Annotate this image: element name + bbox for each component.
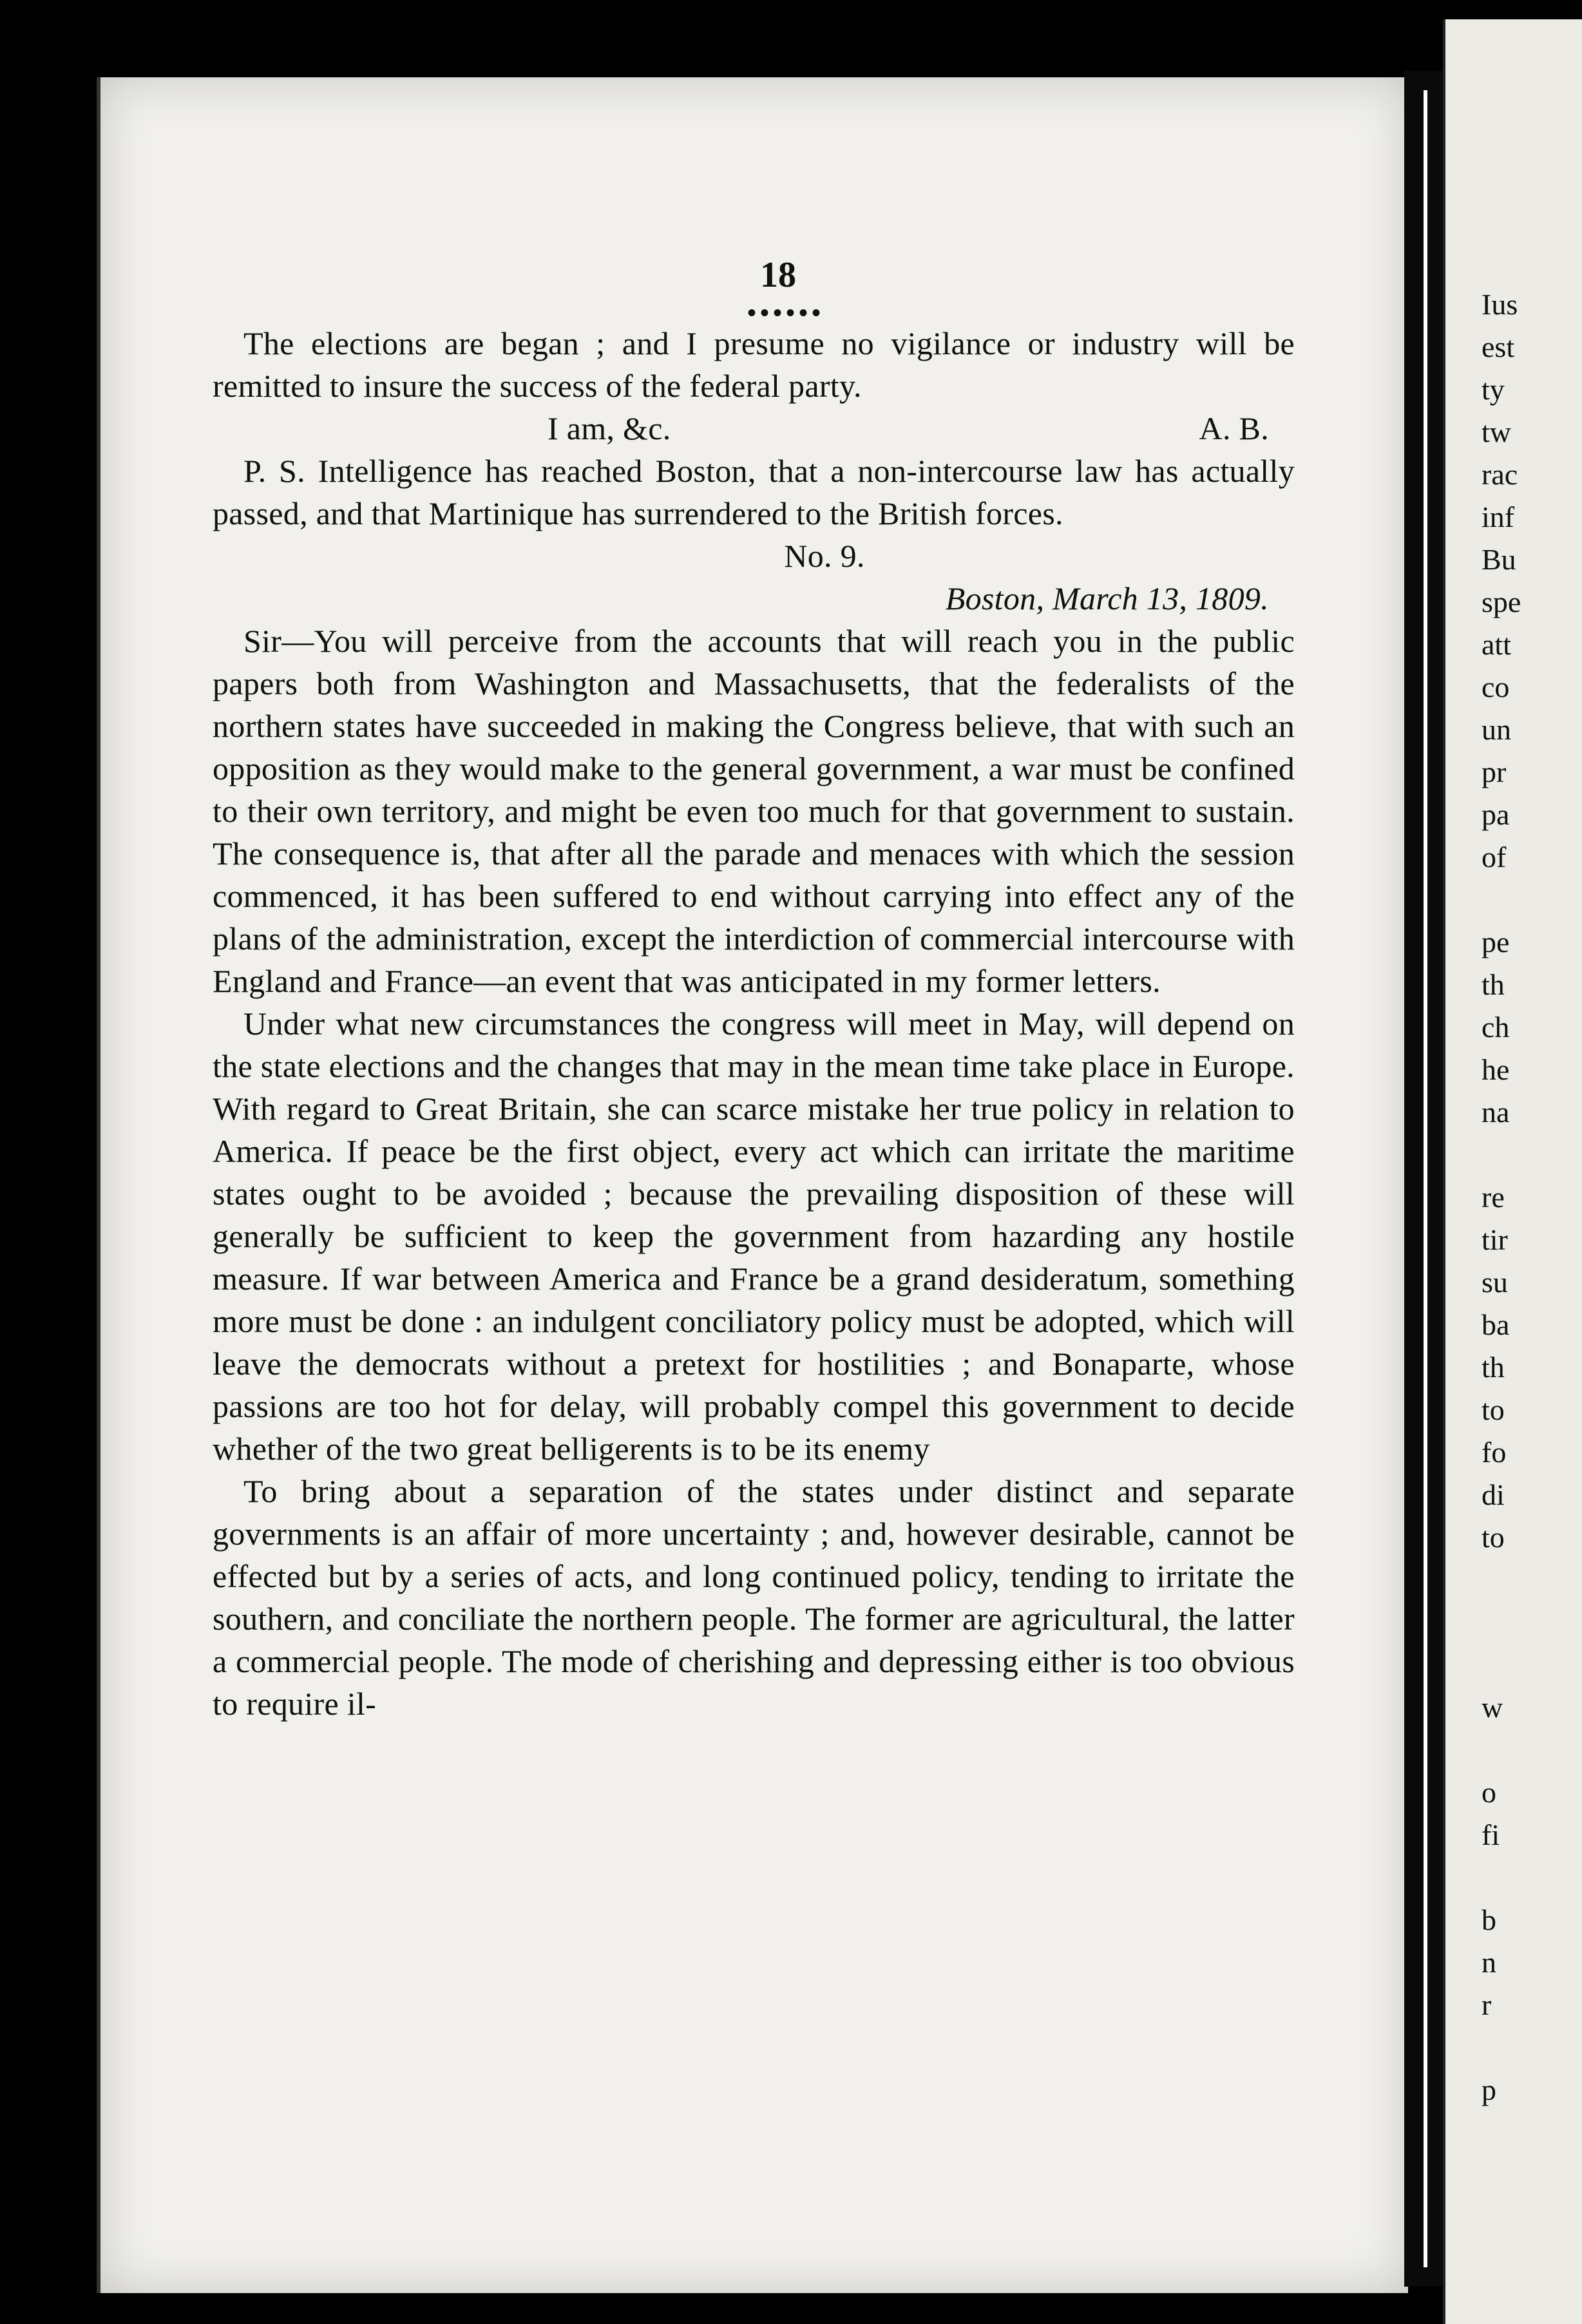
right-page-fragment [1482,1134,1578,1176]
right-page-fragment: co [1482,671,1510,703]
right-page-fragment: tw [1482,415,1511,448]
right-page-fragment: spe [1482,586,1521,618]
right-page-fragment [1482,1729,1578,1771]
right-page-fragment: th [1482,968,1505,1001]
right-page-fragment: to [1482,1393,1505,1426]
right-page-fragment [1482,879,1578,921]
right-page-fragments [1482,283,1578,2111]
page-edge [1424,90,1427,2267]
right-page-fragment [1482,1601,1578,1644]
section-separator: •••••• [747,298,825,327]
dateline: Boston, March 13, 1809. [945,580,1269,616]
right-page-fragment: p [1482,2073,1496,2106]
right-page-fragment: un [1482,713,1511,746]
paragraph-sir: Sir—You will perceive from the accounts that will reach you in the public papers both from Washington and Massachusetts, that the federalists of the northern states have succeeded in making the Congress believe, that with such an opposition as they would make to the general government, a war must be confined to their own territory, and might be even too much for that government to sustain. The consequence is, that after all the parade and menaces with which the session commenced, it has been suffered to end without carrying into effect any of the plans of the administration, except the interdiction of commercial intercourse with England and France—an event that was anticipated in my former letters. [213,623,1295,999]
paragraph-separation: To bring about a separation of the states under distinct and separate governments is an affair of more uncertainty ; and, however desirable, cannot be effected but by a series of acts, and long continued policy, tending to irritate the southern, and conciliate the northern people. The former are agricultural, the latter a commercial people. The mode of cherishing and depressing either is too obvious to require il- [213,1473,1295,1722]
right-page-fragment: re [1482,1181,1505,1214]
right-page-fragment: fi [1482,1818,1500,1851]
right-page-fragment: est [1482,330,1515,363]
page-text [213,322,1295,1725]
postscript: P. S. Intelligence has reached Boston, that a non-intercourse law has actually passed, and that Martinique has surrendered to the British forces. [213,453,1295,531]
right-page-fragment: Bu [1482,543,1516,576]
right-page-fragment: att [1482,628,1511,661]
right-page-fragment: ty [1482,373,1505,406]
right-page-fragment: r [1482,1988,1492,2021]
right-page-fragment: na [1482,1096,1510,1129]
right-page-fragment: fo [1482,1436,1507,1469]
right-page-fragment [1482,1856,1578,1899]
right-page-fragment: to [1482,1521,1505,1554]
right-page-fragment: pe [1482,926,1510,958]
paragraph-circumstances: Under what new circumstances the congress will meet in May, will depend on the state elections and the changes that may in the mean time take place in Europe. With regard to Great Britain, she can scarce mistake her true policy in relation to America. If peace be the first object, every act which can irritate the maritime states ought to be avoided ; because the prevailing disposition of these will generally be sufficient to keep the government from hazarding any hostile measure. If war between America and France be a grand desideratum, something more must be done : an indulgent conciliatory policy must be adopted, which will leave the democrats without a pretext for hostilities ; and Bonaparte, whose passions are too hot for delay, will probably compel this government to decide whether of the two great belligerents is to be its enemy [213,1005,1295,1467]
right-page-fragment: w [1482,1691,1503,1724]
right-page-fragment [1482,2026,1578,2069]
right-page-fragment: ch [1482,1011,1510,1043]
right-page-fragment: inf [1482,500,1515,533]
right-page-fragment: ba [1482,1308,1510,1341]
right-page-fragment: b [1482,1903,1496,1936]
right-page-fragment: tir [1482,1223,1508,1256]
page-number: 18 [760,255,796,295]
right-page-fragment: pr [1482,756,1507,788]
right-page-fragment: rac [1482,458,1518,491]
right-page-fragment: he [1482,1053,1510,1086]
right-page-fragment: di [1482,1478,1505,1511]
right-page-fragment: o [1482,1776,1496,1809]
right-page-fragment [1482,1559,1578,1601]
right-page-fragment: th [1482,1351,1505,1384]
right-page-fragment: pa [1482,798,1510,831]
signature-line [213,407,1295,450]
right-page-fragment: su [1482,1266,1508,1299]
right-page-fragment: of [1482,841,1507,873]
letter-number: No. 9. [784,538,865,574]
right-page-fragment: Ius [1482,288,1518,321]
paragraph-elections: The elections are began ; and I presume no vigilance or industry will be remitted to insure the success of the federal party. [213,325,1295,404]
right-page-fragment: n [1482,1946,1496,1979]
closing: I am, &c. [548,410,671,446]
signature: A. B. [1199,410,1269,446]
right-page-fragment [1482,1644,1578,1686]
